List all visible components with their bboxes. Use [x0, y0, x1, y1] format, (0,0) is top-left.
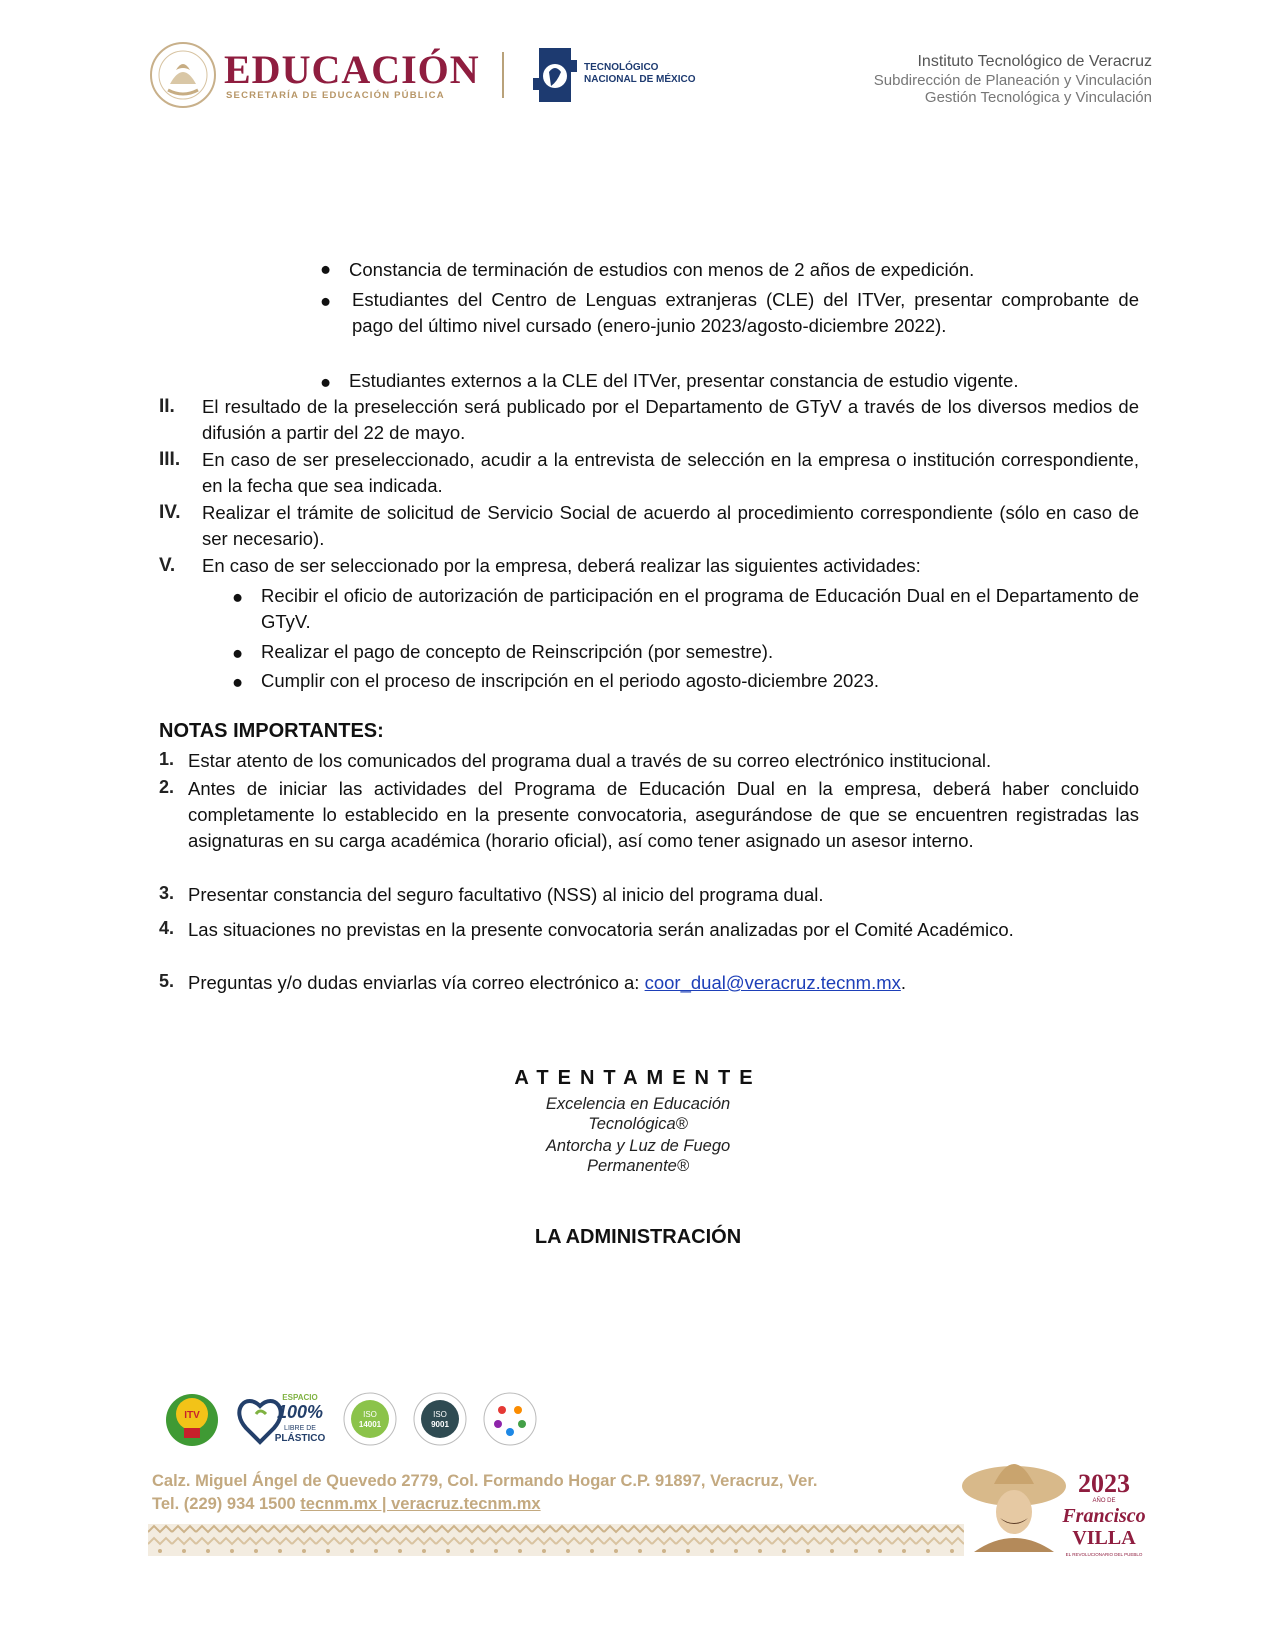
iso14001-label-a: ISO — [363, 1410, 377, 1419]
tecnm-text — [584, 62, 696, 86]
email-tail: . — [900, 972, 907, 993]
bullet-marker: ● — [232, 671, 244, 692]
francisco-villa-2023-emblem-icon — [952, 1440, 1152, 1570]
tecnm-line1: TECNOLÓGICO — [584, 62, 659, 73]
note-number: 1. — [159, 749, 175, 769]
footer-address: Calz. Miguel Ángel de Quevedo 2779, Col. Formando Hogar C.P. 91897, Veracruz, Ver. — [152, 1472, 818, 1490]
plastic-free-badge-icon — [239, 1393, 325, 1444]
villa-name-2: VILLA — [1072, 1527, 1136, 1549]
bullet-marker: ● — [320, 371, 332, 392]
roman-item-text: El resultado de la preselección será publicado por el Departamento de GTyV a través de los diversos medios de difusión a partir del 22 de mayo. — [202, 396, 1139, 443]
plastic-label-1: ESPACIO — [282, 1393, 318, 1402]
motto-line: Tecnológica® — [588, 1115, 688, 1133]
header-divider — [502, 52, 504, 98]
motto-line: Antorcha y Luz de Fuego — [545, 1137, 731, 1155]
iso-14001-badge-icon — [344, 1393, 396, 1445]
iso-9001-badge-icon — [414, 1393, 466, 1445]
note-text — [188, 970, 1139, 996]
bullet-marker: ● — [232, 642, 244, 663]
list-item: Recibir el oficio de autorización de participación en el programa de Educación Dual en el Departamento de GTyV. — [261, 585, 1139, 632]
note-5-text: Preguntas y/o dudas enviarlas vía correo electrónico a: — [188, 972, 645, 993]
note-number: 3. — [159, 883, 175, 903]
footer-links[interactable]: tecnm.mx | veracruz.tecnm.mx — [300, 1495, 541, 1513]
roman-number: IV. — [159, 502, 181, 523]
itv-label: ITV — [184, 1410, 200, 1421]
motto-line: Excelencia en Educación — [545, 1095, 731, 1113]
gestion-name: Gestión Tecnológica y Vinculación — [924, 89, 1152, 106]
itv-emblem-icon — [166, 1394, 218, 1446]
list-item: Estudiantes externos a la CLE del ITVer, presentar constancia de estudio vigente. — [349, 370, 1019, 391]
roman-number: II. — [159, 396, 175, 417]
plastic-label-4: PLÁSTICO — [274, 1433, 326, 1444]
decorative-pattern-band — [148, 1524, 964, 1556]
roman-item-text: En caso de ser seleccionado por la empresa, deberá realizar las siguientes actividades: — [202, 555, 921, 576]
footer-tel: Tel. (229) 934 1500 — [152, 1495, 301, 1513]
bullet-marker: ● — [320, 258, 332, 279]
iso9001-label-b: 9001 — [431, 1420, 449, 1429]
plastic-label-2: 100% — [276, 1402, 324, 1422]
list-item: Constancia de terminación de estudios con menos de 2 años de expedición. — [349, 259, 975, 280]
villa-sub: AÑO DE — [1092, 1498, 1116, 1504]
institution-block — [874, 52, 1152, 106]
motto-line: Permanente® — [586, 1157, 690, 1175]
institute-name: Instituto Tecnológico de Veracruz — [917, 53, 1152, 70]
note-text: Presentar constancia del seguro facultativo (NSS) al inicio del programa dual. — [188, 884, 824, 905]
subdireccion-name: Subdirección de Planeación y Vinculación — [873, 72, 1152, 89]
roman-item-text: Realizar el trámite de solicitud de Servicio Social de acuerdo al procedimiento correspondiente (sólo en caso de ser necesario). — [202, 502, 1139, 549]
note-text: Estar atento de los comunicados del programa dual a través de su correo electrónico institucional. — [188, 750, 992, 771]
iso14001-label-b: 14001 — [358, 1420, 382, 1429]
roman-number: V. — [159, 555, 176, 576]
villa-year: 2023 — [1078, 1469, 1130, 1498]
plastic-label-3: LIBRE DE — [284, 1425, 316, 1432]
list-item: Estudiantes del Centro de Lenguas extranjeras (CLE) del ITVer, presentar comprobante de pago del último nivel cursado (enero-junio 2023/agosto-diciembre 2022). — [352, 289, 1139, 336]
email-link[interactable]: coor_dual@veracruz.tecnm.mx — [644, 972, 901, 993]
certification-badges — [160, 1384, 560, 1454]
page-header — [0, 0, 1276, 130]
footer-contact — [152, 1493, 817, 1516]
mexico-coat-of-arms-icon — [148, 40, 218, 110]
sep-subtitle: SECRETARÍA DE EDUCACIÓN PÚBLICA — [226, 90, 445, 101]
tecnm-gear-logo-icon — [531, 42, 579, 112]
villa-name-1: Francisco — [1062, 1505, 1146, 1527]
list-item: Realizar el pago de concepto de Reinscripción (por semestre). — [261, 641, 774, 662]
villa-caption: EL REVOLUCIONARIO DEL PUEBLO — [1065, 1552, 1143, 1557]
roman-number: III. — [159, 449, 181, 470]
note-text: Las situaciones no previstas en la presente convocatoria serán analizadas por el Comité Académico. — [188, 919, 1014, 940]
bullet-marker: ● — [320, 290, 332, 311]
footer-address-block — [152, 1470, 817, 1516]
roman-item-text: En caso de ser preseleccionado, acudir a la entrevista de selección en la empresa o institución correspondiente, en la fecha que sea indicada. — [202, 449, 1139, 496]
iso9001-label-a: ISO — [433, 1410, 447, 1419]
educacion-wordmark: EDUCACIÓN — [224, 47, 480, 92]
notes-heading: NOTAS IMPORTANTES: — [159, 720, 384, 742]
note-number: 4. — [159, 918, 175, 938]
list-item: Cumplir con el proceso de inscripción en el periodo agosto-diciembre 2023. — [261, 670, 880, 691]
note-number: 5. — [159, 971, 175, 991]
note-number: 2. — [159, 777, 175, 797]
note-text: Antes de iniciar las actividades del Programa de Educación Dual en la empresa, deberá haber concluido completamente lo establecido en la presente convocatoria, asegurándose de que se encuentren registradas las asignaturas en su carga académica (horario oficial), así como tener asignado un asesor interno. — [188, 778, 1139, 851]
bullet-marker: ● — [232, 586, 244, 607]
atentamente-heading: ATENTAMENTE — [514, 1067, 762, 1089]
tecnm-line2: NACIONAL DE MÉXICO — [584, 74, 696, 85]
administration-signature: LA ADMINISTRACIÓN — [534, 1226, 742, 1248]
equality-seal-icon — [484, 1393, 536, 1445]
